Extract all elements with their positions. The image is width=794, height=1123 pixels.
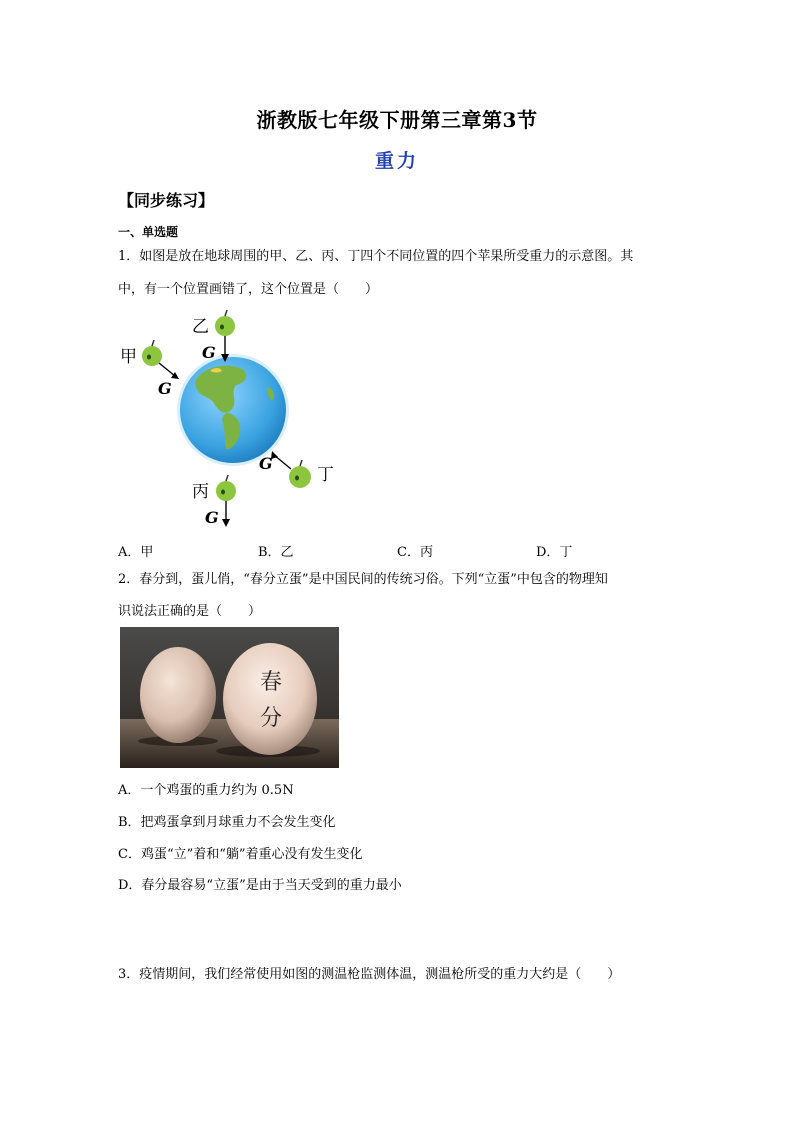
apple-yi-icon [215,310,235,336]
egg-text-fen: 分 [259,706,283,731]
q2-option-c: C．鸡蛋“立”着和“躺”着重心没有发生变化 [118,847,363,862]
apple-bing-icon [216,475,236,501]
q1-option-c: C．丙 [397,545,433,560]
label-bing: 丙 [192,482,209,502]
page-title: 浙教版七年级下册第三章第3节 [256,108,538,132]
q1-option-d: D．丁 [536,545,573,560]
apple-jia-icon [142,340,162,366]
question-1-line-2: 中，有一个位置画错了，这个位置是（ ） [118,282,379,297]
label-g-yi: G [202,343,216,362]
egg-text-chun: 春 [259,670,283,695]
q1-option-a: A．甲 [118,545,154,560]
egg-left [140,647,216,743]
eggs-photo [120,627,339,768]
section-heading: 【同步练习】 [118,191,215,210]
earth-apples-diagram [118,305,358,535]
label-g-bing: G [205,508,219,527]
subsection-heading: 一、单选题 [118,225,179,239]
page-subtitle: 重力 [374,150,419,172]
label-g-ding: G [259,454,273,473]
earth-apples-figure [118,305,358,535]
label-jia: 甲 [120,347,137,367]
question-3-line-1: 3．疫情期间，我们经常使用如图的测温枪监测体温，测温枪所受的重力大约是（ ） [118,967,621,982]
question-2-line-2: 识说法正确的是（ ） [118,604,262,619]
label-yi: 乙 [192,317,209,337]
q2-option-a: A．一个鸡蛋的重力约为 0.5N [118,783,294,798]
question-1-line-1: 1．如图是放在地球周围的甲、乙、丙、丁四个不同位置的四个苹果所受重力的示意图。其 [118,249,634,264]
q2-option-d: D．春分最容易“立蛋”是由于当天受到的重力最小 [118,878,402,893]
label-ding: 丁 [317,465,334,485]
egg-right [223,643,317,755]
q2-option-b: B．把鸡蛋拿到月球重力不会发生变化 [118,815,336,830]
eggs-photo-art [120,627,339,768]
question-2-line-1: 2．春分到，蛋儿俏，“春分立蛋”是中国民间的传统习俗。下列“立蛋”中包含的物理知 [118,572,608,587]
apple-ding-icon [289,460,311,488]
label-g-jia: G [158,379,172,398]
q1-option-b: B．乙 [258,545,294,560]
earth-icon [177,354,289,466]
